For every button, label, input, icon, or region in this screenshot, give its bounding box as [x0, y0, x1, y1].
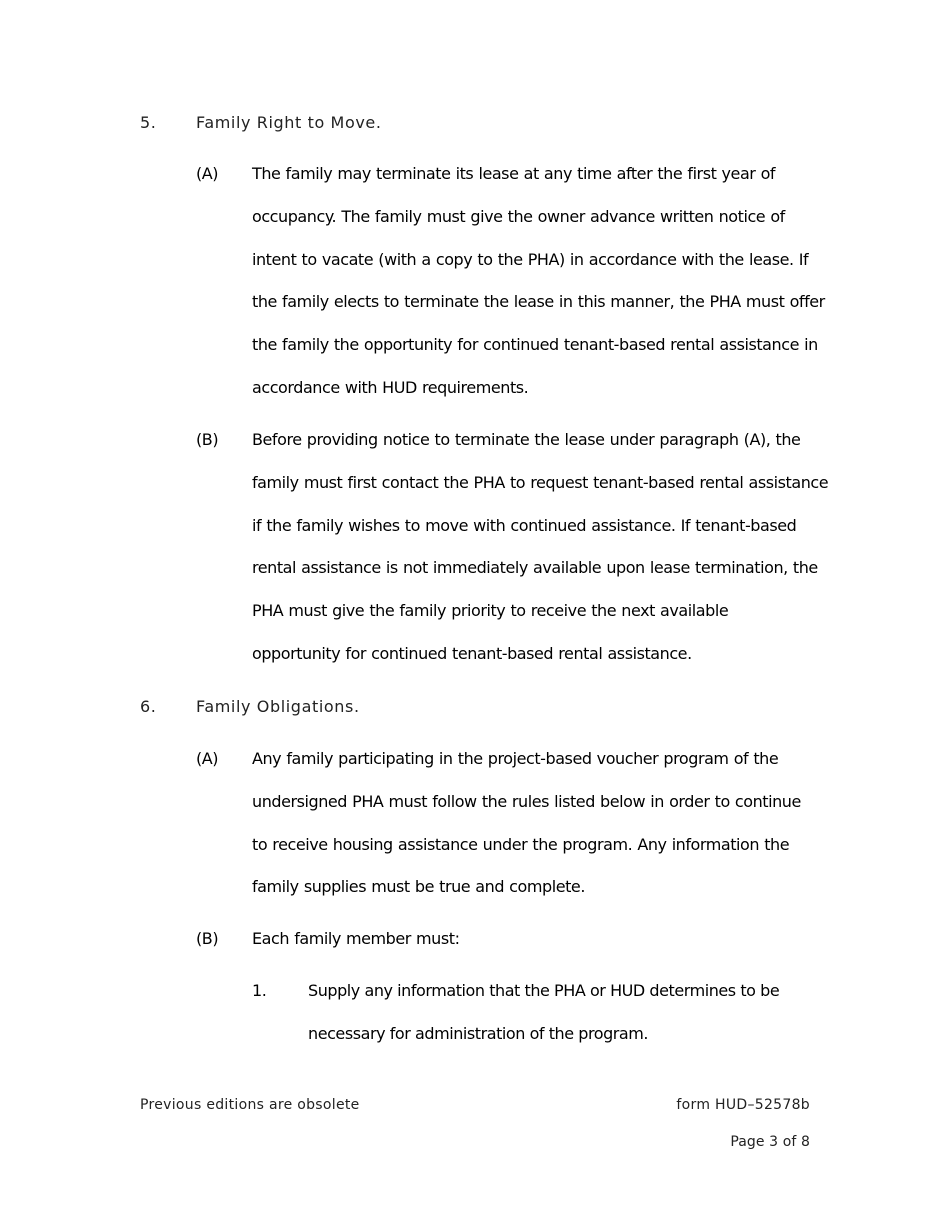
text-line: Each family member must:	[252, 929, 460, 948]
list-item-number: 1.	[252, 981, 267, 1000]
paragraph-text	[252, 738, 816, 909]
text-line: family must first contact the PHA to request tenant-based rental assistance	[252, 472, 829, 492]
text-line: intent to vacate (with a copy to the PHA) in accordance with the lease. If	[252, 249, 809, 269]
paragraph-label: (B)	[196, 929, 219, 948]
section-title: Family Obligations.	[196, 697, 360, 716]
section-number: 6.	[140, 697, 157, 716]
section-number: 5.	[140, 113, 157, 132]
paragraph-label: (A)	[196, 749, 219, 768]
paragraph-6b	[196, 918, 816, 961]
text-line: PHA must give the family priority to receive the next available	[252, 601, 729, 621]
text-line: accordance with HUD requirements.	[252, 377, 529, 397]
paragraph-6a	[196, 738, 816, 909]
paragraph-text	[252, 918, 816, 961]
paragraph-5b	[196, 419, 829, 676]
page-number: Page 3 of 8	[730, 1134, 810, 1150]
list-item-6b-1	[252, 970, 812, 1056]
text-line: family supplies must be true and complete.	[252, 877, 585, 897]
text-line: if the family wishes to move with continued assistance. If tenant-based	[252, 515, 797, 535]
paragraph-label: (A)	[196, 164, 219, 183]
paragraph-text	[252, 419, 829, 676]
text-line: occupancy. The family must give the owner advance written notice of	[252, 206, 785, 226]
text-line: the family the opportunity for continued tenant-based rental assistance in	[252, 335, 818, 355]
text-line: opportunity for continued tenant-based rental assistance.	[252, 643, 692, 663]
paragraph-text	[252, 153, 825, 410]
text-line: Supply any information that the PHA or HUD determines to be	[308, 981, 780, 1000]
paragraph-label: (B)	[196, 430, 219, 449]
text-line: Before providing notice to terminate the lease under paragraph (A), the	[252, 430, 801, 449]
text-line: to receive housing assistance under the program. Any information the	[252, 834, 790, 854]
text-line: necessary for administration of the program.	[308, 1023, 649, 1043]
footer-form-number: form HUD–52578b	[676, 1097, 810, 1113]
text-line: rental assistance is not immediately available upon lease termination, the	[252, 558, 818, 578]
text-line: the family elects to terminate the lease in this manner, the PHA must offer	[252, 292, 825, 312]
paragraph-5a	[196, 153, 825, 410]
list-item-text	[308, 970, 812, 1056]
section-title: Family Right to Move.	[196, 113, 382, 132]
text-line: undersigned PHA must follow the rules listed below in order to continue	[252, 791, 801, 811]
footer-obsolete-notice: Previous editions are obsolete	[140, 1097, 360, 1113]
text-line: Any family participating in the project-based voucher program of the	[252, 749, 779, 768]
text-line: The family may terminate its lease at any time after the first year of	[252, 164, 776, 183]
